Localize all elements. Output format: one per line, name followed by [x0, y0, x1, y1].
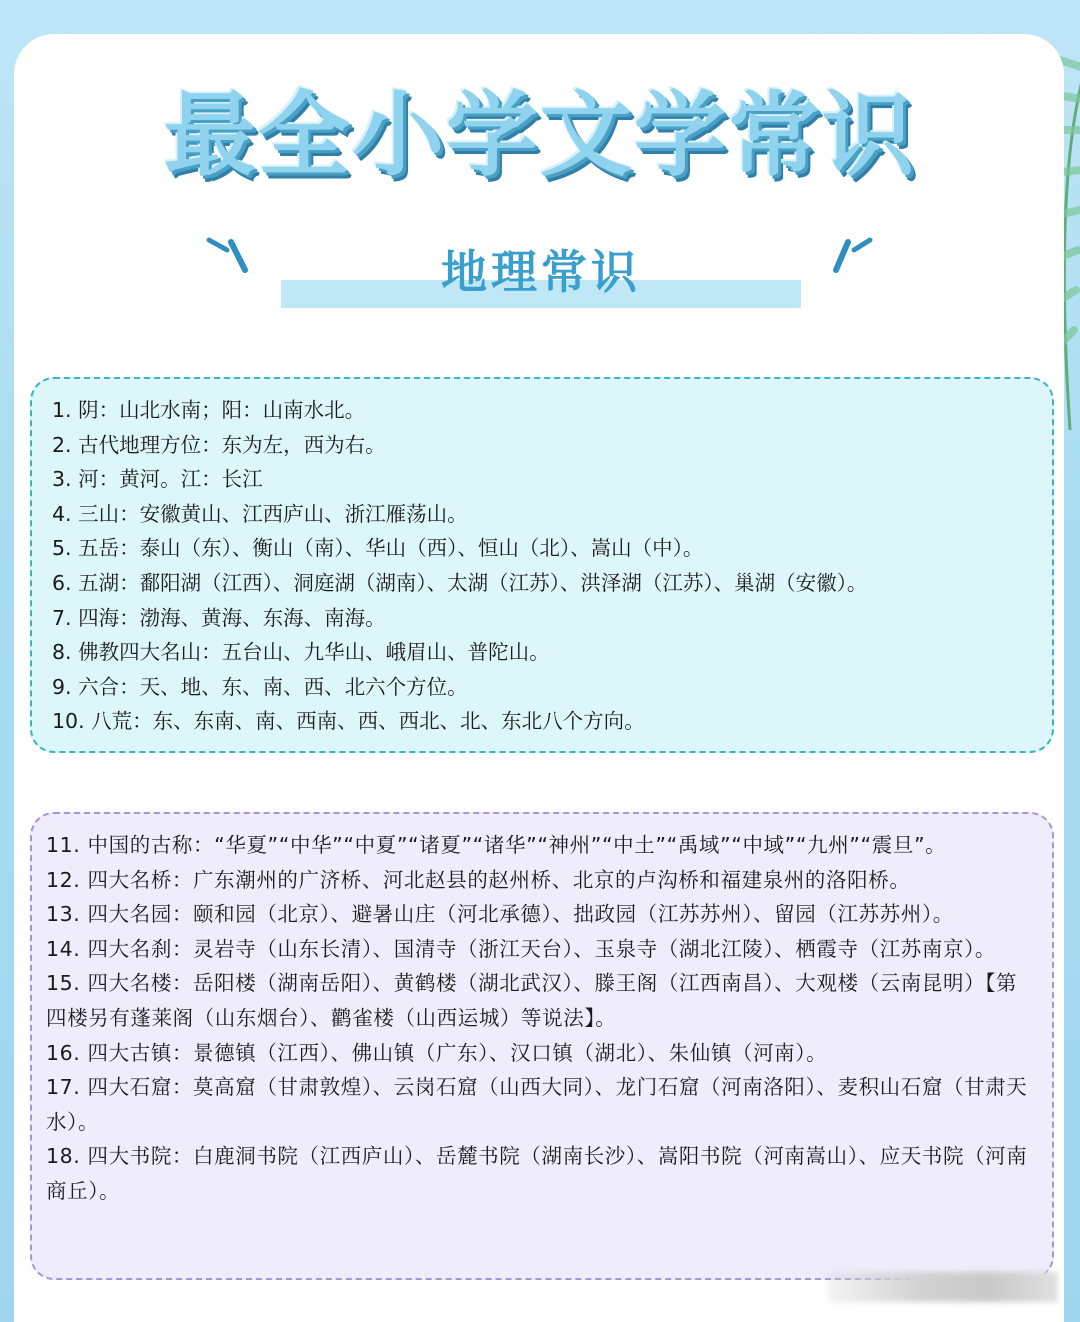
list-item: 10. 八荒：东、东南、南、西南、西、西北、北、东北八个方向。	[52, 709, 645, 734]
list-item: 12. 四大名桥：广东潮州的广济桥、河北赵县的赵州桥、北京的卢沟桥和福建泉州的洛阳桥。	[46, 867, 911, 892]
section-subtitle: 地理常识	[441, 245, 641, 299]
list-item: 5. 五岳：泰山（东）、衡山（南）、华山（西）、恒山（北）、嵩山（中）。	[52, 536, 704, 561]
list-item: 18. 四大书院：白鹿洞书院（江西庐山）、岳麓书院（湖南长沙）、嵩阳书院（河南嵩山）、应天书院（河南商丘）。	[46, 1144, 1028, 1203]
main-title: 最全小学文学常识	[163, 82, 916, 189]
list-item: 9. 六合：天、地、东、南、西、北六个方位。	[52, 674, 468, 699]
list-item: 13. 四大名园：颐和园（北京）、避暑山庄（河北承德）、拙政园（江苏苏州）、留园（江苏苏州）。	[46, 902, 954, 927]
blurred-watermark	[828, 1272, 1058, 1302]
list-item: 4. 三山：安徽黄山、江西庐山、浙江雁荡山。	[52, 501, 468, 526]
list-item: 6. 五湖：鄱阳湖（江西）、洞庭湖（湖南）、太湖（江苏）、洪泽湖（江苏）、巢湖（安徽）。	[52, 570, 868, 595]
list-item: 7. 四海：渤海、黄海、东海、南海。	[52, 605, 386, 630]
slash-decoration-left	[205, 236, 255, 276]
list-item: 16. 四大古镇：景德镇（江西）、佛山镇（广东）、汉口镇（湖北）、朱仙镇（河南）。	[46, 1040, 828, 1065]
list-item: 1. 阴：山北水南；阳：山南水北。	[52, 398, 366, 422]
slash-decoration-right	[826, 236, 876, 276]
geography-list-box-2	[30, 812, 1054, 1280]
list-item: 15. 四大名楼：岳阳楼（湖南岳阳）、黄鹤楼（湖北武汉）、滕王阁（江西南昌）、大观楼（云南昆明）【第四楼另有蓬莱阁（山东烟台）、鹳雀楼（山西运城）等说法】。	[46, 971, 1018, 1030]
geography-list-box-1	[30, 377, 1054, 753]
list-item: 3. 河：黄河。江：长江	[52, 467, 263, 492]
list-item: 17. 四大石窟：莫高窟（甘肃敦煌）、云岗石窟（山西大同）、龙门石窟（河南洛阳）、麦积山石窟（甘肃天水）。	[46, 1075, 1028, 1134]
list-item: 8. 佛教四大名山：五台山、九华山、峨眉山、普陀山。	[52, 640, 550, 665]
list-item: 2. 古代地理方位：东为左，西为右。	[52, 432, 386, 457]
list-item: 14. 四大名刹：灵岩寺（山东长清）、国清寺（浙江天台）、玉泉寺（湖北江陵）、栖霞寺（江苏南京）。	[46, 936, 997, 961]
list-item: 11. 中国的古称：“华夏”“中华”“中夏”“诸夏”“诸华”“神州”“中土”“禹域”“中域”“九州”“震旦”。	[46, 833, 947, 857]
